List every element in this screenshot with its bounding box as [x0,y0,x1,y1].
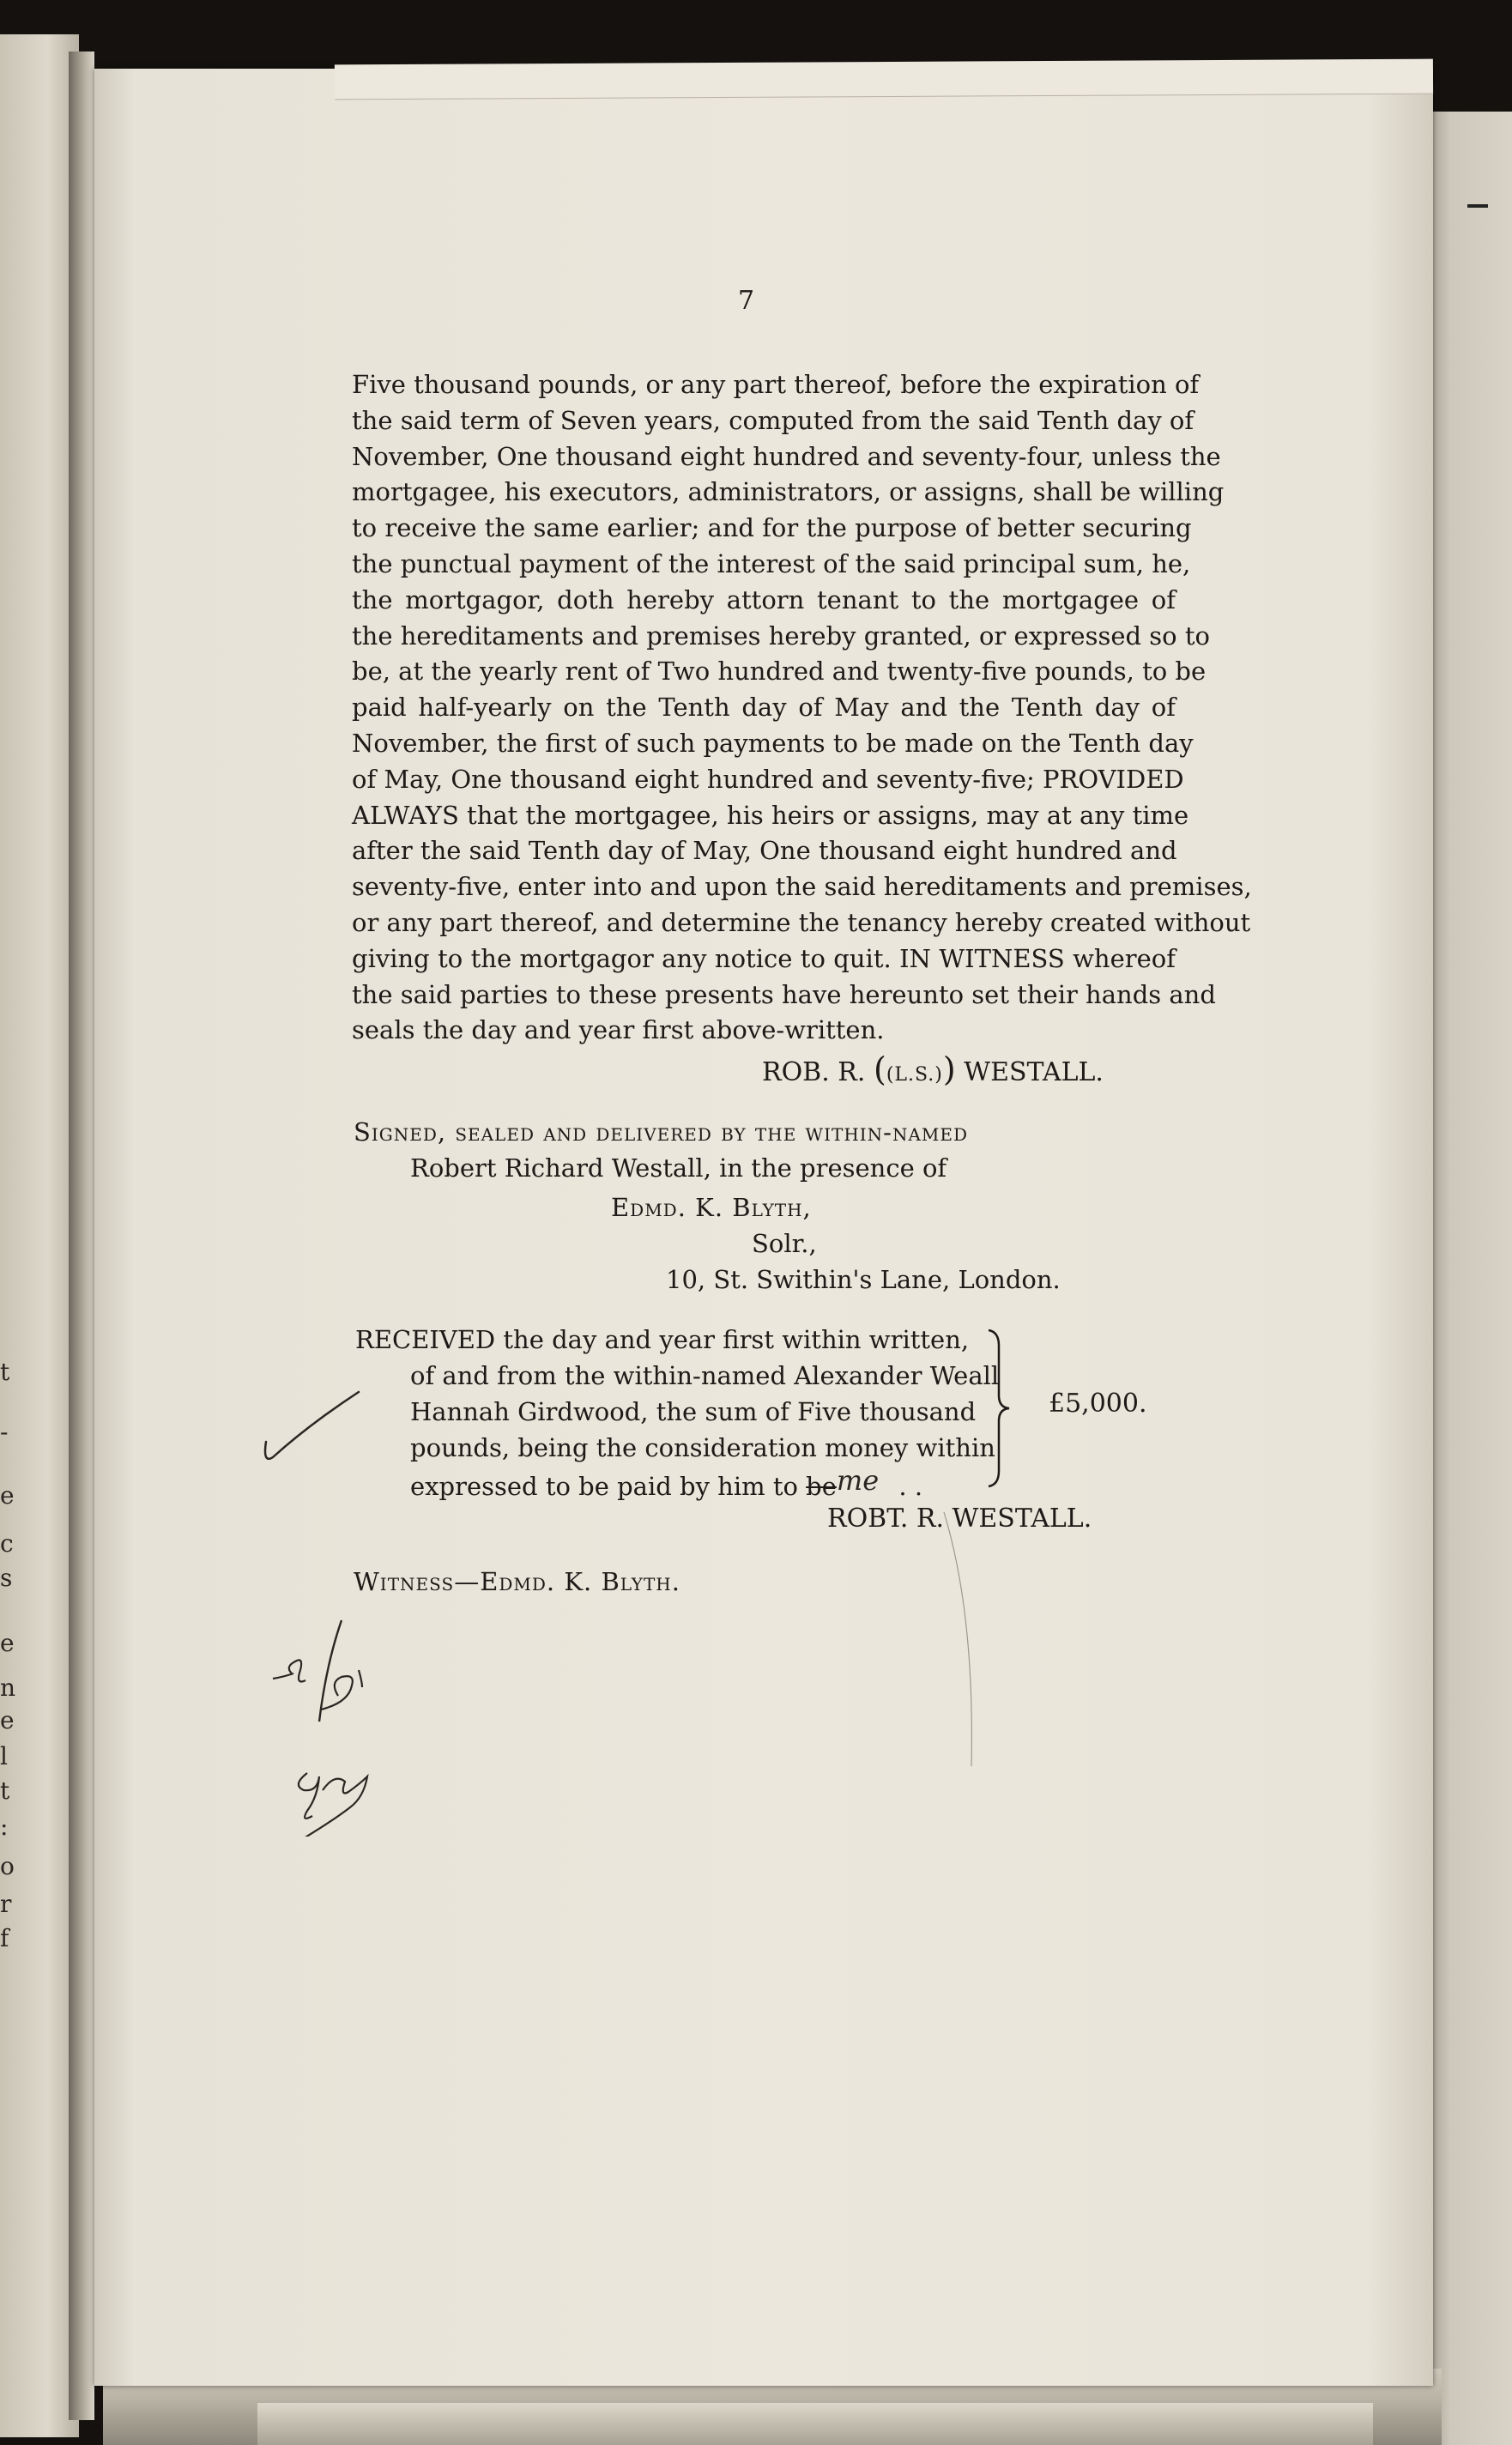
left-page-fragment: f [0,1924,9,1952]
signatory-surname: WESTALL. [964,1057,1104,1087]
body-line: the mortgagor, doth hereby attorn tenant to the mortgagee of [352,584,1176,614]
body-line: to receive the same earlier; and for the purpose of better securing [352,513,1192,543]
body-line: mortgagee, his executors, administrators, or assigns, shall be willing [352,477,1225,507]
signature-line: ROB. R. ((L.S.)) WESTALL. [762,1050,1104,1088]
body-line: the said term of Seven years, computed from the said Tenth day of [352,405,1194,435]
next-page-edge [1424,112,1512,2445]
body-paragraph [352,367,1252,1049]
seal-mark: (L.S.) [886,1064,943,1086]
witness-name: Edmd. K. Blyth, [611,1193,812,1222]
left-page-fragment: e [0,1629,15,1657]
pencil-stroke [940,1510,983,1768]
receipt-line-5-text: expressed to be paid by him to [410,1472,798,1501]
body-line: after the said Tenth day of May, One thousand eight hundred and [352,836,1177,866]
body-line: or any part thereof, and determine the tenancy hereby created without [352,907,1251,937]
body-line: be, at the yearly rent of Two hundred and twenty-five pounds, to be [352,657,1207,687]
body-line: giving to the mortgagor any notice to quit. IN WITNESS whereof [352,943,1176,973]
body-line: ALWAYS that the mortgagee, his heirs or assigns, may at any time [352,800,1189,830]
left-page-fragment: : [0,1813,9,1841]
receipt-line-2: of and from the within-named Alexander Weall [410,1361,1000,1390]
body-line: the said parties to these presents have hereunto set their hands and [352,979,1216,1009]
receipt-signature: ROBT. R. WESTALL. [827,1504,1092,1534]
bottom-page-edges-lower [257,2403,1373,2445]
body-last-line: seals the day and year first above-written. [352,1015,885,1045]
next-page-mark [1467,204,1488,208]
left-page-fragment: t [0,1776,10,1805]
body-line: November, the first of such payments to be made on the Tenth day [352,728,1194,758]
body-line: November, One thousand eight hundred and seventy-four, unless the [352,441,1221,471]
body-line: Five thousand pounds, or any part thereof, before the expiration of [352,370,1200,399]
receipt-amount: £5,000. [1049,1389,1147,1419]
left-page-fragment: c [0,1529,14,1558]
body-line: paid half-yearly on the Tenth day of May and the Tenth day of [352,693,1176,723]
previous-page-edge [0,34,79,2437]
left-page-fragment: e [0,1481,15,1510]
folded-top-sheet [335,59,1433,100]
left-page-fragment: l [0,1742,8,1770]
left-page-fragment: s [0,1564,13,1592]
handwritten-correction: me [836,1464,880,1497]
body-line: of May, One thousand eight hundred and seventy-five; PROVIDED [352,764,1184,794]
receipt-line-1: RECEIVED the day and year first within written, [355,1325,970,1354]
left-page-fragment: - [0,1418,9,1446]
witness-line-text: Witness—Edmd. K. Blyth. [354,1567,680,1596]
body-line: the hereditaments and premises hereby granted, or expressed so to [352,620,1210,651]
left-page-fragment: e [0,1706,15,1734]
left-page-fragment: o [0,1852,15,1880]
book-gutter [69,51,94,2420]
body-line: seventy-five, enter into and upon the said hereditaments and premises, [352,872,1252,902]
left-page-fragment: t [0,1358,10,1386]
receipt-line-4: pounds, being the consideration money within [410,1433,995,1462]
body-line: the punctual payment of the interest of the said principal sum, he, [352,548,1191,578]
attestation-line-1: Signed, sealed and delivered by the within-named [354,1117,969,1147]
witness-address: 10, St. Swithin's Lane, London. [666,1265,1061,1294]
witness-title: Solr., [752,1229,817,1258]
left-page-fragment: r [0,1890,12,1918]
receipt-line-5 [410,1464,923,1502]
receipt-line-3: Hannah Girdwood, the sum of Five thousand [410,1397,977,1426]
attestation-line-2: Robert Richard Westall, in the presence of [410,1153,947,1183]
receipt-brace [987,1328,1011,1488]
struck-word: be [806,1472,837,1501]
trailing-dots: . . [898,1472,923,1501]
handwritten-initials [266,1613,403,1837]
witness-line [354,1567,680,1596]
handwritten-tick-mark [257,1382,369,1476]
left-page-fragment: n [0,1673,16,1702]
signatory-initials: ROB. R. [762,1057,866,1087]
page-number: 7 [738,286,755,316]
